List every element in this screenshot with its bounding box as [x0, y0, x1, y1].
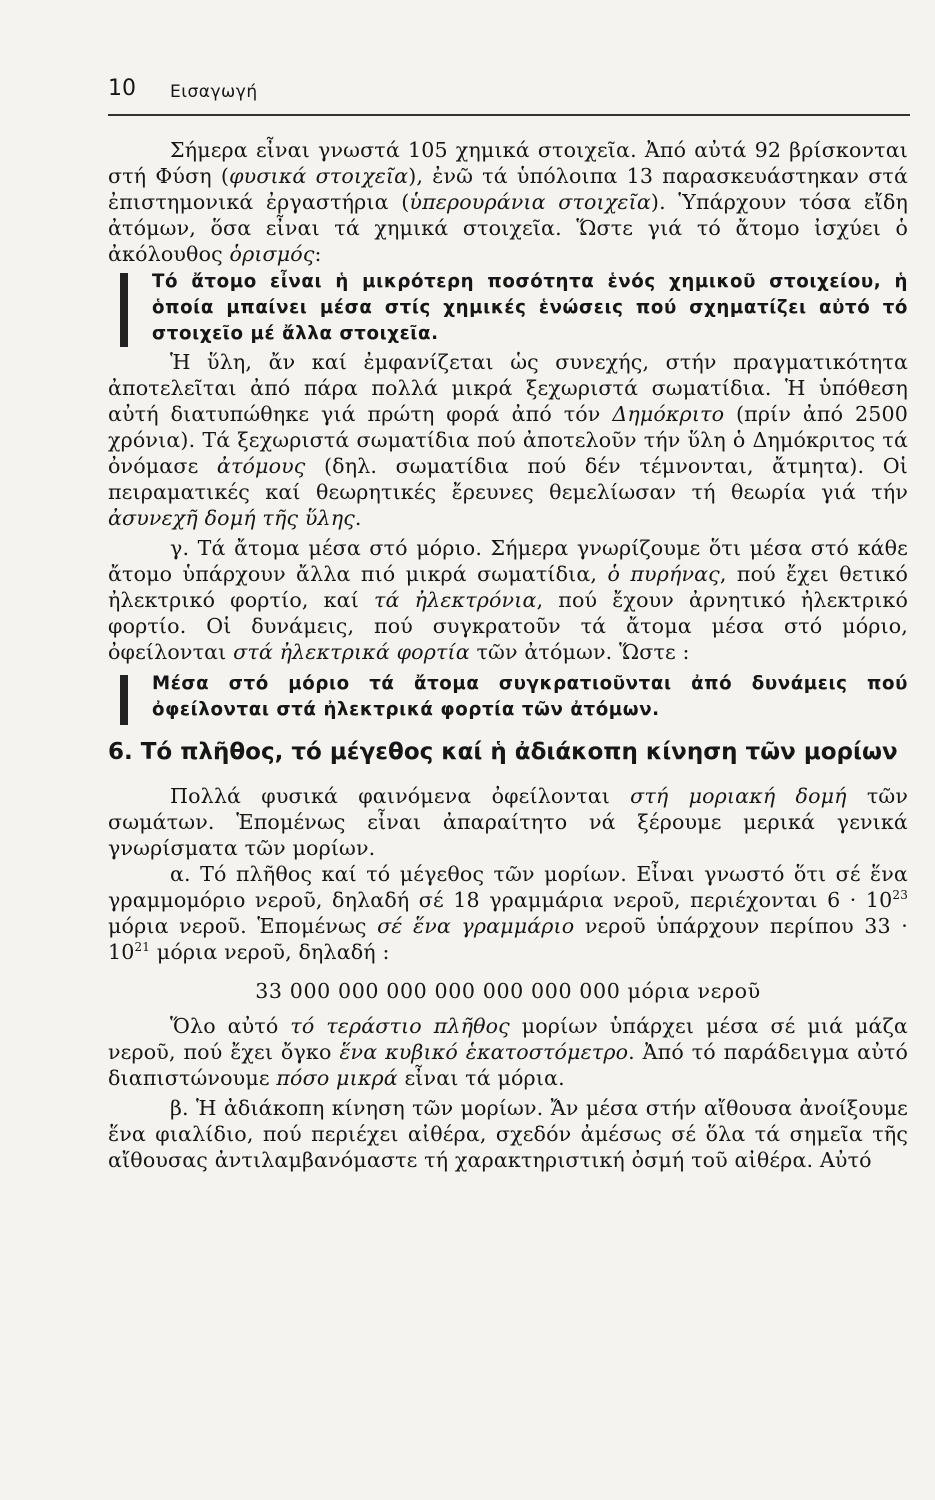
header-rule	[108, 114, 910, 116]
running-title: Εισαγωγή	[170, 82, 258, 102]
definition-bar	[120, 273, 128, 347]
paragraph-lead: α. Τό πλῆθος καί τό μέγεθος τῶν μορίων.	[170, 862, 627, 886]
page-body	[108, 137, 908, 1173]
paragraph-continuous-motion: β. Ἡ ἀδιάκοπη κίνηση τῶν μορίων. Ἄν μέσα στήν αἴθουσα ἀνοίξουμε ἕνα φιαλίδιο, πού περιέχει αἰθέρα, σχεδόν ἀμέσως σέ ὅλα τά σημεῖα τῆς αἴθουσας ἀντιλαμβανόμαστε τή χαρακτηριστική ὀσμή τοῦ αἰθέρα. Αὐτό	[108, 1096, 908, 1172]
section-heading: 6. Τό πλῆθος, τό μέγεθος καί ἡ ἀδιάκοπη κίνηση τῶν μορίων	[108, 739, 898, 765]
paragraph-matter: Ἡ ὕλη, ἄν καί ἐμφανίζεται ὡς συνεχής, στήν πραγματικότητα ἀποτελεῖται ἀπό πάρα πολλά μικρά ξεχωριστά σωματίδια. Ἡ ὑπόθεση αὐτή διατυπώθηκε γιά πρώτη φορά ἀπό τόν Δημόκριτο (πρίν ἀπό 2500 χρόνια). Τά ξεχωριστά σωματίδια πού ἀποτελοῦν τήν ὕλη ὁ Δημόκριτος τά ὀνόμασε ἀτόμους (δηλ. σωματίδια πού δέν τέμνονται, ἄτμητα). Οἱ πειραματικές καί θεωρητικές ἔρευνες θεμελίωσαν τή θεωρία γιά τήν ἀσυνεχῆ δομή τῆς ὕλης.	[108, 350, 908, 530]
paragraph-atoms-in-molecule: γ. Τά ἄτομα μέσα στό μόριο. Σήμερα γνωρίζουμε ὅτι μέσα στό κάθε ἄτομο ὑπάρχουν ἄλλα πιό μικρά σωματίδια, ὁ πυρήνας, πού ἔχει θετικό ἠλεκτρικό φορτίο, καί τά ἠλεκτρόνια, πού ἔχουν ἀρνητικό ἠλεκτρικό φορτίο. Οἱ δυνάμεις, πού συγκρατοῦν τά ἄτομα μέσα στό μόριο, ὀφείλονται στά ἠλεκτρικά φορτία τῶν ἀτόμων. Ὥστε :	[108, 536, 909, 664]
paragraph-elements: Σήμερα εἶναι γνωστά 105 χημικά στοιχεῖα. Ἀπό αὐτά 92 βρίσκονται στή Φύση (φυσικά στοιχεῖα), ἐνῶ τά ὑπόλοιπα 13 παρασκευάστηκαν στά ἐπιστημονικά ἐργαστήρια (ὑπερουράνια στοιχεῖα). Ὑπάρχουν τόσα εἴδη ἀτόμων, ὅσα εἶναι τά χημικά στοιχεῖα. Ὥστε γιά τό ἄτομο ἰσχύει ὁ ἀκόλουθος ὁρισμός:	[108, 138, 909, 266]
paragraph-molecular-structure: Πολλά φυσικά φαινόμενα ὀφείλονται στή μοριακή δομή τῶν σωμάτων. Ἑπομένως εἶναι ἀπαραίτητο νά ξέρουμε μερικά γενικά γνωρίσματα τῶν μορίων.	[108, 784, 908, 860]
page-number: 10	[108, 76, 136, 101]
definition-bar	[120, 675, 128, 725]
paragraph-lead: γ. Τά ἄτομα μέσα στό μόριο.	[170, 536, 483, 560]
paragraph-number-size: α. Τό πλῆθος καί τό μέγεθος τῶν μορίων. Εἶναι γνωστό ὅτι σέ ἕνα γραμμομόριο νεροῦ, δηλαδή σέ 18 γραμμάρια νεροῦ, περιέχονται $6 \cdot 10^{23}$ μόρια νεροῦ. Ἑπομένως σέ ἕνα γραμμάριο νεροῦ ὑπάρχουν περίπου $33 \cdot 10^{21}$ μόρια νεροῦ, δηλαδή :	[108, 862, 908, 964]
definition-molecule-forces: Μέσα στό μόριο τά ἄτομα συγκρατιοῦνται ἀπό δυνάμεις πού ὀφείλονται στά ἠλεκτρικά φορτία τῶν ἀτόμων.	[108, 671, 908, 723]
paragraph-huge-number: Ὅλο αὐτό τό τεράστιο πλῆθος μορίων ὑπάρχει μέσα σέ μιά μάζα νεροῦ, πού ἔχει ὄγκο ἕνα κυβικό ἑκατοστόμετρο. Ἀπό τό παράδειγμα αὐτό διαπιστώνουμε πόσο μικρά εἶναι τά μόρια.	[108, 1014, 909, 1090]
number-line: 33 000 000 000 000 000 000 000 μόρια νεροῦ	[255, 979, 761, 1003]
definition-atom: Τό ἄτομο εἶναι ἡ μικρότερη ποσότητα ἑνός χημικοῦ στοιχείου, ἡ ὁποία μπαίνει μέσα στίς χημικές ἑνώσεις πού σχηματίζει αὐτό τό στοιχεῖο μέ ἄλλα στοιχεῖα.	[108, 269, 908, 347]
paragraph-lead: β. Ἡ ἀδιάκοπη κίνηση τῶν μορίων.	[170, 1096, 544, 1120]
page-header	[108, 72, 908, 112]
